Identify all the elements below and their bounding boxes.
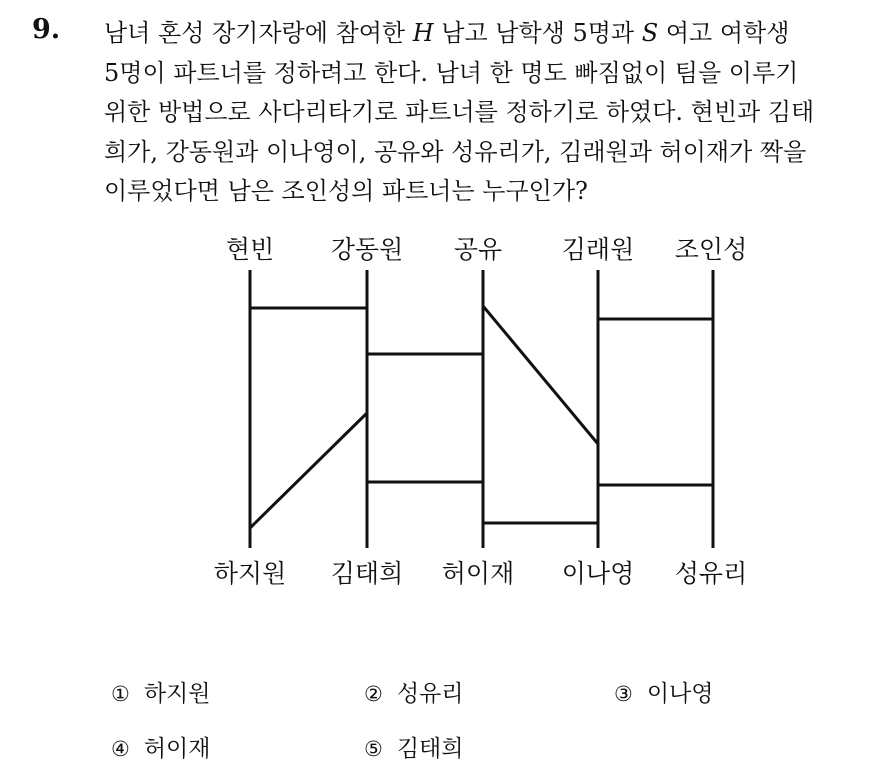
- question-line-1: 남녀 혼성 장기자랑에 참여한 H 남고 남학생 5명과 S 여고 여학생: [104, 19, 790, 47]
- option-1[interactable]: ① 하지원: [111, 681, 211, 707]
- question-line-2: 5명이 파트너를 정하려고 한다. 남녀 한 명도 빠짐없이 팀을 이루기: [104, 58, 799, 87]
- option-3[interactable]: ③ 이나영: [614, 681, 714, 707]
- option-2[interactable]: ② 성유리: [364, 681, 464, 707]
- question-line-3: 위한 방법으로 사다리타기로 파트너를 정하기로 하였다. 현빈과 김태: [104, 98, 815, 126]
- ladder-rung: [250, 413, 367, 528]
- bottom-name: 허이재: [441, 559, 515, 588]
- question-line-5: 이루었다면 남은 조인성의 파트너는 누구인가?: [104, 177, 588, 205]
- option-4[interactable]: ④ 허이재: [111, 736, 211, 762]
- top-name: 조인성: [674, 235, 748, 264]
- question-line-4: 희가, 강동원과 이나영이, 공유와 성유리가, 김래원과 허이재가 짝을: [104, 137, 807, 166]
- top-name: 강동원: [330, 235, 404, 264]
- bottom-name: 김태희: [330, 559, 404, 588]
- bottom-name: 하지원: [213, 559, 287, 588]
- bottom-name: 성유리: [674, 559, 748, 588]
- top-name: 공유: [453, 235, 503, 264]
- question-number: 9.: [32, 14, 61, 45]
- top-name: 현빈: [225, 235, 275, 264]
- option-5[interactable]: ⑤ 김태희: [364, 736, 464, 762]
- ladder-rung: [483, 306, 598, 444]
- top-name: 김래원: [561, 235, 635, 264]
- bottom-name: 이나영: [561, 559, 635, 588]
